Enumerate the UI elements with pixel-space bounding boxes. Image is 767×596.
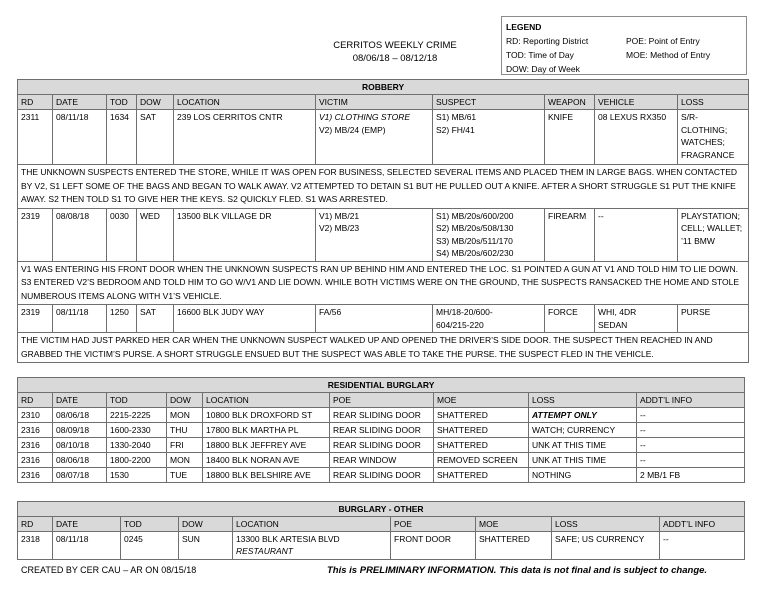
vehicle-line: WHI, 4DR: [598, 307, 637, 317]
cell-date: 08/06/18: [53, 453, 107, 468]
cell-rd: 2310: [18, 408, 53, 423]
loss-line: CLOTHING;: [681, 124, 728, 135]
cell-location: 16600 BLK JUDY WAY: [174, 305, 316, 333]
cell-tod: 1800-2200: [107, 453, 167, 468]
suspect-line: S4) MB/20s/602/230: [436, 248, 514, 258]
cell-weapon: FORCE: [545, 305, 595, 333]
cell-dow: MON: [167, 453, 203, 468]
suspect-line: S1) MB/61: [436, 112, 477, 122]
cell-tod: 1330-2040: [107, 438, 167, 453]
report-title: CERRITOS WEEKLY CRIME: [333, 40, 457, 51]
col-header-addtl-info: ADDT’L INFO: [637, 393, 745, 408]
cell-tod: 2215-2225: [107, 408, 167, 423]
narrative-text: V1 WAS ENTERING HIS FRONT DOOR WHEN THE UNKNOWN SUSPECTS RAN UP BEHIND HIM AND ENTERED THE LOC. S1 POINTED A GUN AT V1 AND TOLD HIM TO LIE DOWN. S3 ENTERED V2’S BEDROOM AND TOLD HIM TO GO W/V1 AND LIE DOWN. WHILE BOTH VICTIMS WERE ON THE GROUND, THE SUSPECTS RANSACKED THE HOME AND STOLE NUMBEROUS ITEMS ALONG WITH V1’S VEHICLE.: [18, 261, 749, 305]
victim-line: V2) MB/24 (EMP): [319, 124, 386, 135]
cell-suspect: [433, 305, 545, 333]
cell-poe: REAR SLIDING DOOR: [330, 438, 434, 453]
col-header-tod: TOD: [121, 517, 179, 532]
cell-loss: NOTHING: [529, 468, 637, 483]
loss-line: FRAGRANCE: [681, 149, 735, 160]
table-row: [18, 438, 745, 453]
created-by-note: CREATED BY CER CAU – AR ON 08/15/18: [21, 565, 197, 575]
cell-location: 18800 BLK BELSHIRE AVE: [203, 468, 330, 483]
col-header-suspect: SUSPECT: [433, 95, 545, 110]
cell-poe: REAR SLIDING DOOR: [330, 423, 434, 438]
cell-dow: SUN: [179, 532, 233, 560]
col-header-weapon: WEAPON: [545, 95, 595, 110]
narrative-text: THE UNKNOWN SUSPECTS ENTERED THE STORE, WHILE IT WAS OPEN FOR BUSINESS, SELECTED SEVERAL ITEMS AND PLACED THEM IN LARGE BAGS. WHEN CONTACTED BY V2, S1 LEFT SOME OF THE BAGS AND BEGAN TO WALK AWAY. V2 ATTEMPTED TO DETAIN S1 BUT HE PULLED OUT A KNIFE. AFTER A SHORT STRUGGLE S1 PUT THE KNIFE AWAY. S2 THEN TOLD S1 TO GIVE HER THE KEYS. S2 QUICKLY FLED. S1 WAS ARRESTED.: [18, 165, 749, 209]
cell-rd: 2316: [18, 468, 53, 483]
cell-date: 08/10/18: [53, 438, 107, 453]
legend-item-poe: POE: Point of Entry: [626, 36, 700, 46]
cell-location: 10800 BLK DROXFORD ST: [203, 408, 330, 423]
cell-loss: SAFE; US CURRENCY: [552, 532, 660, 560]
suspect-line: S2) FH/41: [436, 124, 475, 135]
cell-date: 08/11/18: [53, 532, 121, 560]
cell-location: 13500 BLK VILLAGE DR: [174, 208, 316, 261]
col-header-rd: RD: [18, 517, 53, 532]
cell-tod: 0245: [121, 532, 179, 560]
cell-poe: REAR SLIDING DOOR: [330, 408, 434, 423]
residential-section-title: RESIDENTIAL BURGLARY: [18, 378, 745, 393]
cell-loss: UNK AT THIS TIME: [529, 453, 637, 468]
cell-vehicle: [595, 305, 678, 333]
narrative-row: [18, 261, 749, 305]
col-header-poe: POE: [391, 517, 476, 532]
cell-date: 08/06/18: [53, 408, 107, 423]
cell-loss: PURSE: [678, 305, 749, 333]
cell-date: 08/08/18: [53, 208, 107, 261]
cell-addtl-info: --: [637, 438, 745, 453]
col-header-vehicle: VEHICLE: [595, 95, 678, 110]
vehicle-line: SEDAN: [598, 319, 628, 330]
cell-dow: MON: [167, 408, 203, 423]
cell-suspect: [433, 110, 545, 165]
cell-addtl-info: --: [637, 453, 745, 468]
legend-item-moe: MOE: Method of Entry: [626, 50, 711, 60]
cell-suspect: [433, 208, 545, 261]
col-header-victim: VICTIM: [316, 95, 433, 110]
cell-rd: 2311: [18, 110, 53, 165]
col-header-date: DATE: [53, 517, 121, 532]
loss-line: CELL; WALLET;: [681, 223, 743, 233]
victim-line: V1) CLOTHING STORE: [319, 112, 410, 122]
cell-tod: 1530: [107, 468, 167, 483]
col-header-tod: TOD: [107, 95, 137, 110]
table-row: [18, 208, 749, 261]
cell-tod: 0030: [107, 208, 137, 261]
table-row: [18, 408, 745, 423]
col-header-moe: MOE: [476, 517, 552, 532]
location-type: RESTAURANT: [236, 546, 293, 556]
cell-date: 08/11/18: [53, 110, 107, 165]
cell-addtl-info: --: [637, 408, 745, 423]
residential-burglary-table: [17, 377, 745, 483]
robbery-table: [17, 79, 749, 363]
table-row: [18, 305, 749, 333]
cell-date: 08/09/18: [53, 423, 107, 438]
cell-loss: [678, 110, 749, 165]
table-row: [18, 532, 745, 560]
cell-rd: 2319: [18, 305, 53, 333]
col-header-location: LOCATION: [233, 517, 391, 532]
cell-loss: [678, 208, 749, 261]
table-row: [18, 423, 745, 438]
cell-poe: REAR SLIDING DOOR: [330, 468, 434, 483]
cell-victim: [316, 208, 433, 261]
cell-addtl-info: --: [660, 532, 745, 560]
burglary-other-section-title: BURGLARY - OTHER: [18, 502, 745, 517]
cell-dow: WED: [137, 208, 174, 261]
burglary-other-table: [17, 501, 745, 560]
loss-line: WATCHES;: [681, 137, 725, 147]
cell-dow: THU: [167, 423, 203, 438]
col-header-dow: DOW: [137, 95, 174, 110]
suspect-line: MH/18-20/600-: [436, 307, 493, 317]
loss-line: ’11 BMW: [681, 235, 715, 246]
cell-dow: TUE: [167, 468, 203, 483]
loss-line: S/R-: [681, 112, 698, 122]
table-row: [18, 453, 745, 468]
cell-vehicle: --: [595, 208, 678, 261]
col-header-rd: RD: [18, 393, 53, 408]
col-header-date: DATE: [53, 95, 107, 110]
report-title-block: [300, 39, 490, 65]
cell-date: 08/07/18: [53, 468, 107, 483]
location-address: 13300 BLK ARTESIA BLVD: [236, 534, 340, 544]
cell-dow: SAT: [137, 305, 174, 333]
cell-loss: UNK AT THIS TIME: [529, 438, 637, 453]
col-header-addtl-info: ADDT’L INFO: [660, 517, 745, 532]
cell-location: 239 LOS CERRITOS CNTR: [174, 110, 316, 165]
cell-moe: SHATTERED: [434, 438, 529, 453]
cell-loss: ATTEMPT ONLY: [529, 408, 637, 423]
cell-rd: 2319: [18, 208, 53, 261]
cell-location: [233, 532, 391, 560]
cell-dow: SAT: [137, 110, 174, 165]
table-row: [18, 110, 749, 165]
col-header-rd: RD: [18, 95, 53, 110]
col-header-loss: LOSS: [552, 517, 660, 532]
cell-moe: SHATTERED: [434, 408, 529, 423]
legend-item-tod: TOD: Time of Day: [506, 50, 574, 60]
cell-moe: REMOVED SCREEN: [434, 453, 529, 468]
suspect-line: S1) MB/20s/600/200: [436, 210, 514, 221]
col-header-location: LOCATION: [203, 393, 330, 408]
cell-rd: 2316: [18, 423, 53, 438]
cell-tod: 1250: [107, 305, 137, 333]
suspect-line: 604/215-220: [436, 319, 484, 330]
cell-moe: SHATTERED: [476, 532, 552, 560]
cell-victim: FA/56: [316, 305, 433, 333]
cell-weapon: FIREARM: [545, 208, 595, 261]
legend-box: [501, 16, 747, 75]
cell-date: 08/11/18: [53, 305, 107, 333]
legend-item-dow: DOW: Day of Week: [506, 64, 580, 74]
cell-moe: SHATTERED: [434, 423, 529, 438]
cell-loss: WATCH; CURRENCY: [529, 423, 637, 438]
legend-title: LEGEND: [506, 22, 542, 32]
suspect-line: S2) MB/20s/508/130: [436, 223, 514, 233]
narrative-row: [18, 165, 749, 209]
cell-poe: FRONT DOOR: [391, 532, 476, 560]
col-header-moe: MOE: [434, 393, 529, 408]
cell-rd: 2316: [18, 453, 53, 468]
cell-location: 18800 BLK JEFFREY AVE: [203, 438, 330, 453]
cell-victim: [316, 110, 433, 165]
narrative-text: THE VICTIM HAD JUST PARKED HER CAR WHEN THE UNKNOWN SUSPECT WALKED UP AND OPENED THE DRIVER’S SIDE DOOR. THE SUSPECT THEN REACHED IN AND GRABBED THE VICTIM’S PURSE. A SHORT STRUGGLE ENSUED BUT THE SUSPECT WAS ABLE TO TAKE THE PURSE. THE SUSPECT FLED IN THE VEHICLE.: [18, 333, 749, 363]
cell-weapon: KNIFE: [545, 110, 595, 165]
cell-addtl-info: 2 MB/1 FB: [637, 468, 745, 483]
col-header-dow: DOW: [179, 517, 233, 532]
cell-poe: REAR WINDOW: [330, 453, 434, 468]
col-header-dow: DOW: [167, 393, 203, 408]
table-row: [18, 468, 745, 483]
victim-line: V2) MB/23: [319, 223, 360, 233]
victim-line: V1) MB/21: [319, 210, 360, 221]
cell-tod: 1600-2330: [107, 423, 167, 438]
col-header-loss: LOSS: [529, 393, 637, 408]
cell-location: 17800 BLK MARTHA PL: [203, 423, 330, 438]
cell-moe: SHATTERED: [434, 468, 529, 483]
legend-item-rd: RD: Reporting District: [506, 36, 589, 46]
cell-tod: 1634: [107, 110, 137, 165]
robbery-section-title: ROBBERY: [18, 80, 749, 95]
report-date-range: 08/06/18 – 08/12/18: [352, 53, 438, 64]
col-header-poe: POE: [330, 393, 434, 408]
cell-rd: 2318: [18, 532, 53, 560]
cell-rd: 2316: [18, 438, 53, 453]
disclaimer-note: This is PRELIMINARY INFORMATION. This data is not final and is subject to change.: [327, 565, 708, 576]
suspect-line: S3) MB/20s/511/170: [436, 235, 513, 246]
col-header-loss: LOSS: [678, 95, 749, 110]
loss-line: PLAYSTATION;: [681, 210, 741, 221]
cell-dow: FRI: [167, 438, 203, 453]
cell-addtl-info: --: [637, 423, 745, 438]
col-header-tod: TOD: [107, 393, 167, 408]
cell-location: 18400 BLK NORAN AVE: [203, 453, 330, 468]
cell-vehicle: 08 LEXUS RX350: [595, 110, 678, 165]
col-header-location: LOCATION: [174, 95, 316, 110]
col-header-date: DATE: [53, 393, 107, 408]
narrative-row: [18, 333, 749, 363]
